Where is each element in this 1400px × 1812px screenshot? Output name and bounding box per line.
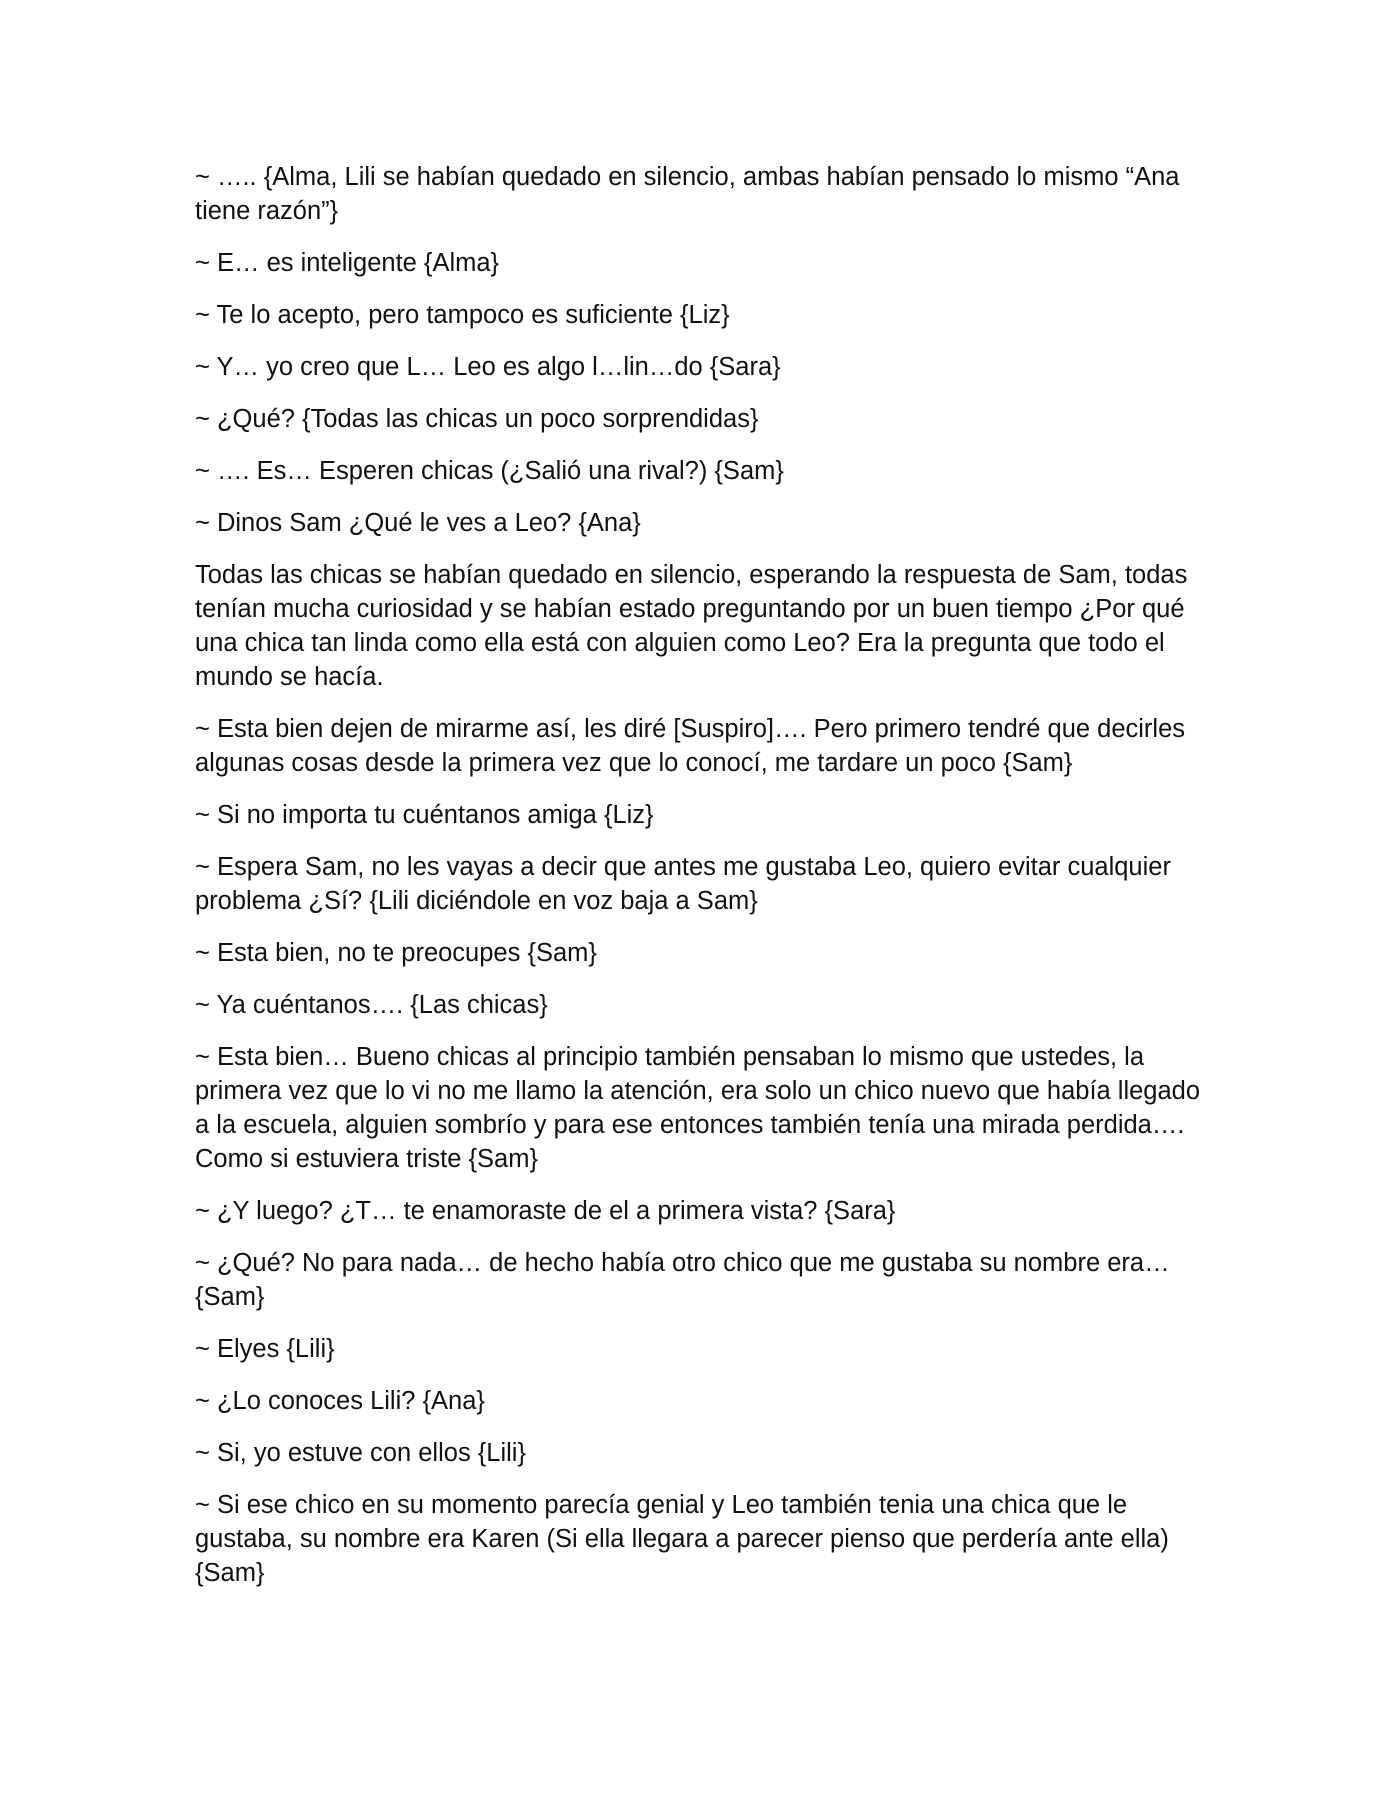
paragraph: ~ Esta bien dejen de mirarme así, les diré [Suspiro]…. Pero primero tendré que decirles algunas cosas desde la primera vez que lo conocí, me tardare un poco {Sam} xyxy=(195,715,1186,777)
paragraph: ~ ¿Qué? No para nada… de hecho había otro chico que me gustaba su nombre era… {Sam} xyxy=(195,1249,1170,1311)
paragraph: ~ Te lo acepto, pero tampoco es suficiente {Liz} xyxy=(195,301,730,329)
paragraph: ~ Dinos Sam ¿Qué le ves a Leo? {Ana} xyxy=(195,509,641,537)
paragraph: ~ Elyes {Lili} xyxy=(195,1335,335,1363)
paragraph: ~ ¿Qué? {Todas las chicas un poco sorprendidas} xyxy=(195,405,759,433)
paragraph: ~ ¿Lo conoces Lili? {Ana} xyxy=(195,1387,485,1415)
paragraph: Todas las chicas se habían quedado en silencio, esperando la respuesta de Sam, todas tenían mucha curiosidad y se habían estado preguntando por un buen tiempo ¿Por qué una chica tan linda como ella está con alguien como Leo? Era la pregunta que todo el mundo se hacía. xyxy=(195,561,1188,691)
paragraph: ~ Si, yo estuve con ellos {Lili} xyxy=(195,1439,526,1467)
paragraph: ~ Si no importa tu cuéntanos amiga {Liz} xyxy=(195,801,654,829)
paragraph: ~ Espera Sam, no les vayas a decir que antes me gustaba Leo, quiero evitar cualquier problema ¿Sí? {Lili diciéndole en voz baja a Sam} xyxy=(195,853,1171,915)
paragraph: ~ E… es inteligente {Alma} xyxy=(195,249,500,277)
paragraph: ~ ….. {Alma, Lili se habían quedado en silencio, ambas habían pensado lo mismo “Ana tiene razón”} xyxy=(195,163,1180,225)
paragraph: ~ …. Es… Esperen chicas (¿Salió una rival?) {Sam} xyxy=(195,457,784,485)
paragraph: ~ Esta bien… Bueno chicas al principio también pensaban lo mismo que ustedes, la primera vez que lo vi no me llamo la atención, era solo un chico nuevo que había llegado a la escuela, alguien sombrío y para ese entonces también tenía una mirada perdida…. Como si estuviera triste {Sam} xyxy=(195,1043,1201,1173)
paragraph: ~ Ya cuéntanos…. {Las chicas} xyxy=(195,991,548,1019)
paragraph: ~ Esta bien, no te preocupes {Sam} xyxy=(195,939,597,967)
paragraph: ~ Si ese chico en su momento parecía genial y Leo también tenia una chica que le gustaba, su nombre era Karen (Si ella llegara a parecer pienso que perdería ante ella) {Sam} xyxy=(195,1491,1169,1587)
paragraph: ~ ¿Y luego? ¿T… te enamoraste de el a primera vista? {Sara} xyxy=(195,1197,896,1225)
paragraph: ~ Y… yo creo que L… Leo es algo l…lin…do {Sara} xyxy=(195,353,781,381)
document-page xyxy=(195,160,1205,1608)
